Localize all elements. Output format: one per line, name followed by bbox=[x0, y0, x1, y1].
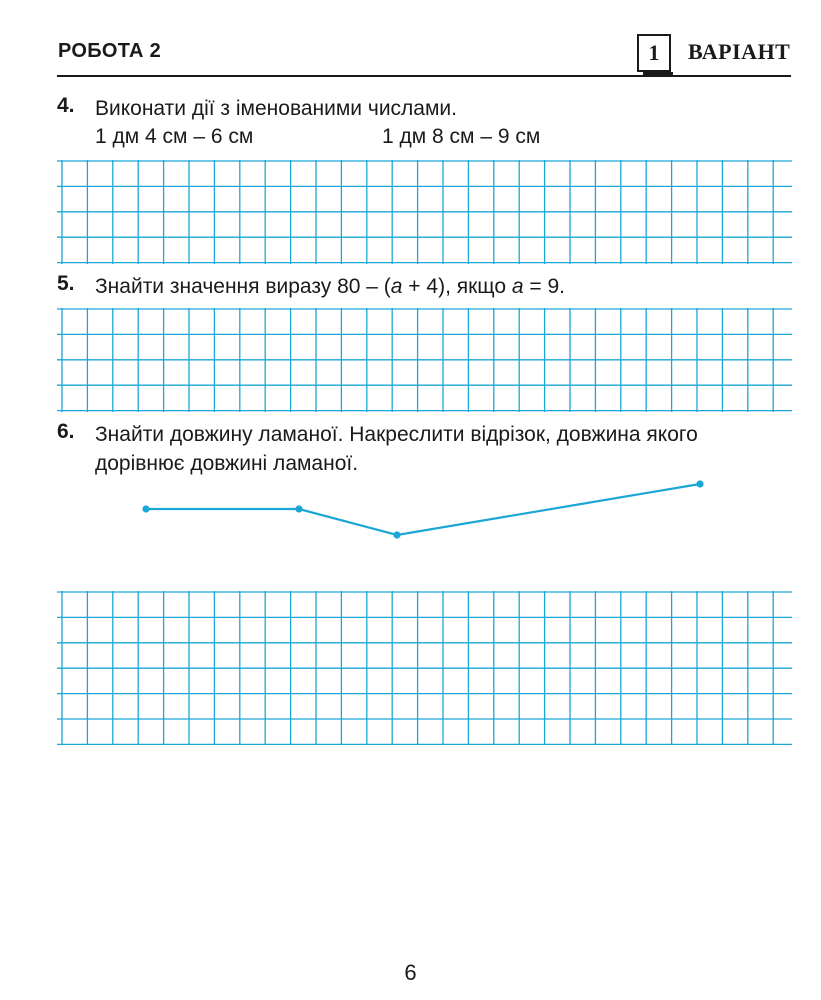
task-4-answer-grid[interactable] bbox=[57, 160, 792, 264]
task-6-text-line-2: дорівнює довжині ламаної. bbox=[95, 452, 359, 475]
grid-lines bbox=[57, 160, 792, 264]
variable-a: a bbox=[390, 275, 403, 298]
task-6-text-line-1: Знайти довжину ламаної. Накреслити відрізок, довжина якого bbox=[95, 423, 698, 446]
page-number: 6 bbox=[404, 960, 417, 985]
header-divider bbox=[57, 75, 791, 77]
variable-a: a bbox=[511, 275, 524, 298]
work-title: РОБОТА 2 bbox=[58, 40, 162, 62]
broken-line bbox=[146, 484, 700, 535]
task-5-text-part: Знайти значення виразу 80 – ( bbox=[95, 275, 391, 298]
task-4-text: Виконати дії з іменованими числами. bbox=[95, 97, 457, 120]
broken-line-vertex bbox=[696, 480, 703, 487]
broken-line-vertex bbox=[295, 505, 302, 512]
task-6-answer-grid[interactable] bbox=[57, 591, 792, 745]
task-6-text bbox=[95, 420, 795, 478]
variant-number: 1 bbox=[648, 40, 660, 65]
task-5-answer-grid[interactable] bbox=[57, 308, 792, 412]
task-5-text-part: + 4), якщо bbox=[402, 275, 512, 298]
task-5-number: 5. bbox=[57, 272, 75, 295]
task-4-expression-2: 1 дм 8 см – 9 см bbox=[382, 125, 541, 148]
task-4-expression-1: 1 дм 4 см – 6 см bbox=[95, 125, 254, 148]
task-5-text bbox=[95, 272, 565, 301]
broken-line-vertex bbox=[393, 531, 400, 538]
task-4-number: 4. bbox=[57, 94, 75, 117]
grid-lines bbox=[57, 591, 792, 745]
variant-label: ВАРІАНТ bbox=[688, 39, 791, 64]
task-6-number: 6. bbox=[57, 420, 75, 443]
task-5-text-part: = 9. bbox=[523, 275, 565, 298]
broken-line-vertex bbox=[142, 505, 149, 512]
grid-lines bbox=[57, 308, 792, 412]
variant-number-box bbox=[637, 34, 671, 72]
